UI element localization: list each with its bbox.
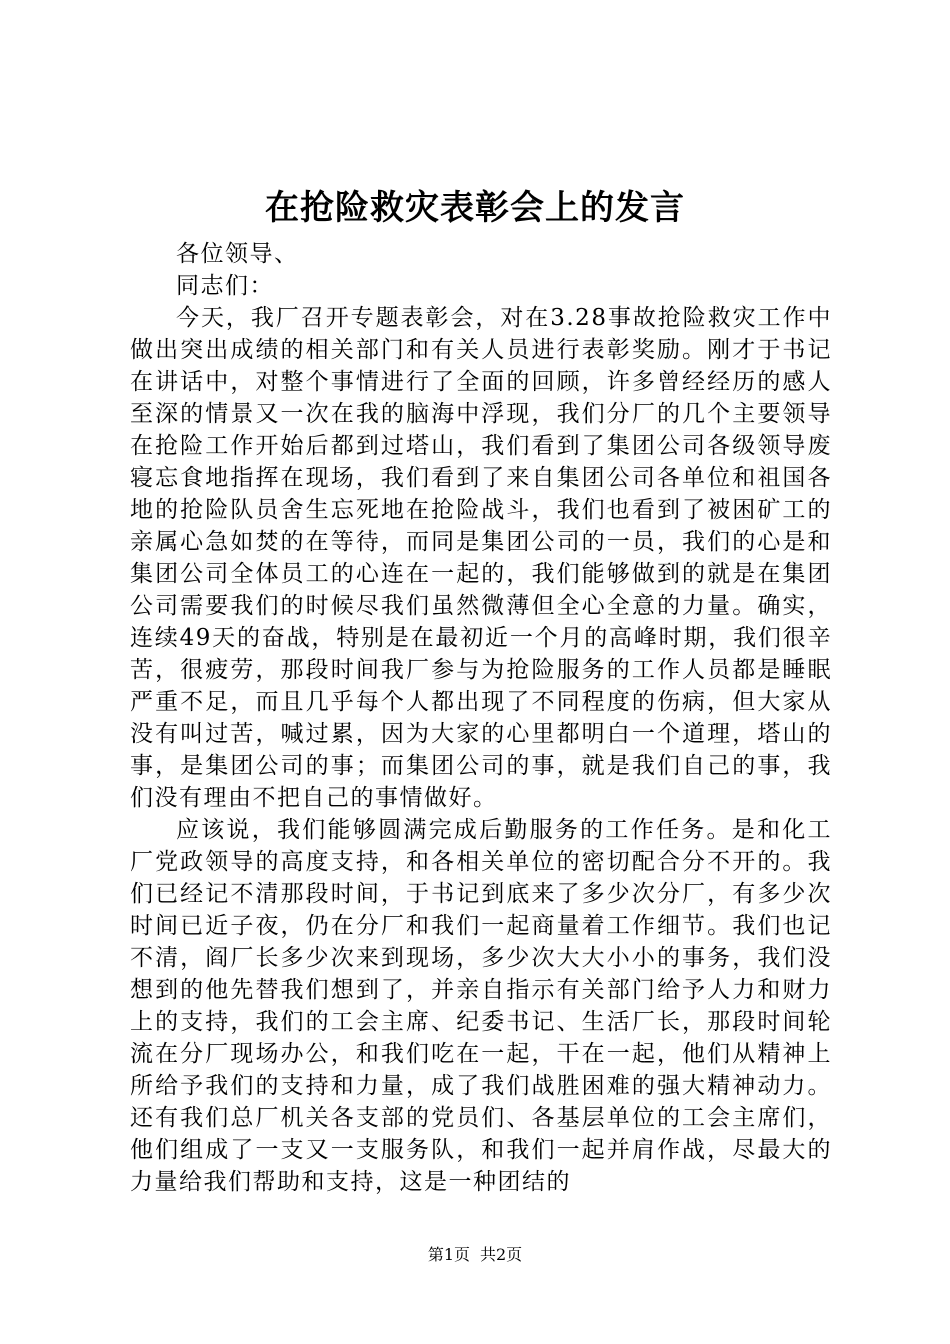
document-title: 在抢险救灾表彰会上的发言 (265, 188, 685, 228)
body-paragraph: 今天，我厂召开专题表彰会，对在3.28事故抢险救灾工作中做出突出成绩的相关部门和有关人员进行表彰奖励。刚才于书记在讲话中，对整个事情进行了全面的回顾，许多曾经经历的感人至深的情景又一次在我的脑海中浮现，我们分厂的几个主要领导在抢险工作开始后都到过塔山，我们看到了集团公司各级领导废寝忘食地指挥在现场，我们看到了来自集团公司各单位和祖国各地的抢险队员舍生忘死地在抢险战斗，我们也看到了被困矿工的亲属心急如焚的在等待，而同是集团公司的一员，我们的心是和集团公司全体员工的心连在一起的，我们能够做到的就是在集团公司需要我们的时候尽我们虽然微薄但全心全意的力量。确实，连续49天的奋战，特别是在最初近一个月的高峰时期，我们很辛苦，很疲劳，那段时间我厂参与为抢险服务的工作人员都是睡眠严重不足，而且几乎每个人都出现了不同程度的伤病，但大家从没有叫过苦，喊过累，因为大家的心里都明白一个道理，塔山的事，是集团公司的事；而集团公司的事，就是我们自己的事，我们没有理由不把自己的事情做好。 (130, 305, 832, 811)
salutation-leaders: 各位领导、 (176, 241, 299, 267)
salutation-comrades: 同志们： (176, 273, 274, 299)
page-total: 共2页 (480, 1245, 523, 1264)
body-paragraph: 应该说，我们能够圆满完成后勤服务的工作任务。是和化工厂党政领导的高度支持，和各相关单位的密切配合分不开的。我们已经记不清那段时间，于书记到底来了多少次分厂，有多少次时间已近子夜，仍在分厂和我们一起商量着工作细节。我们也记不清，阎厂长多少次来到现场，多少次大大小小的事务，我们没想到的他先替我们想到了，并亲自指示有关部门给予人力和财力上的支持，我们的工会主席、纪委书记、生活厂长，那段时间轮流在分厂现场办公，和我们吃在一起，干在一起，他们从精神上所给予我们的支持和力量，成了我们战胜困难的强大精神动力。还有我们总厂机关各支部的党员们、各基层单位的工会主席们，他们组成了一支又一支服务队，和我们一起并肩作战，尽最大的力量给我们帮助和支持，这是一种团结的 (130, 817, 832, 1195)
page-footer (0, 1244, 950, 1266)
document-body (130, 238, 832, 1198)
page-number: 第1页 (427, 1245, 470, 1264)
